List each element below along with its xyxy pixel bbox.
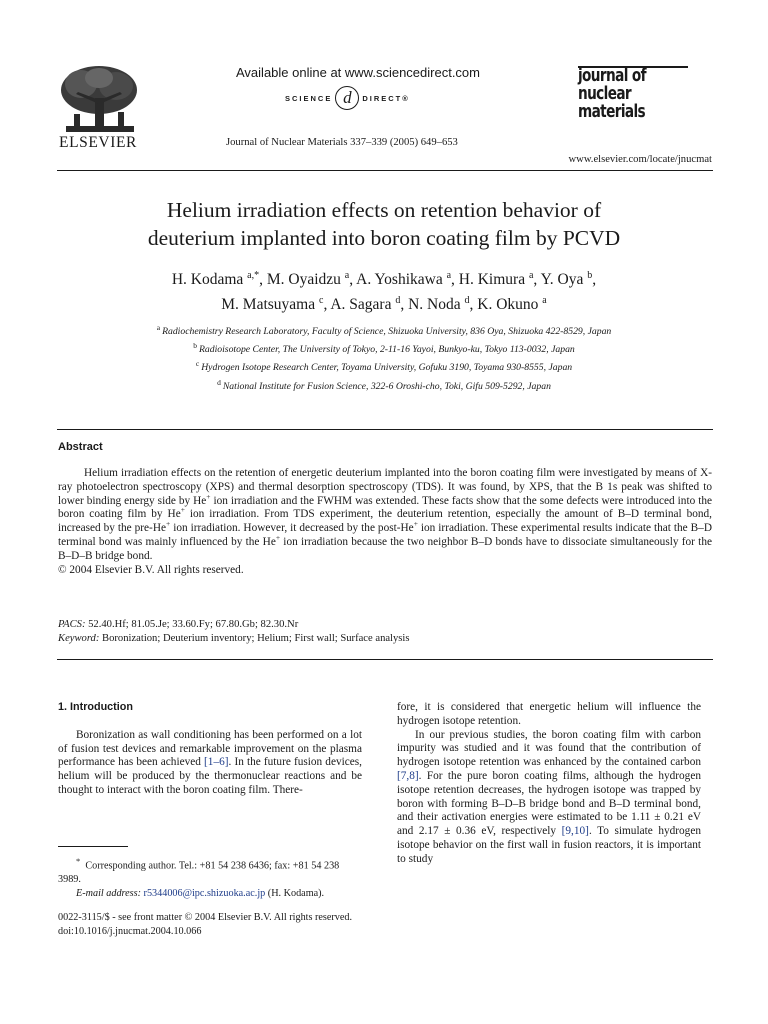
author: H. Kimura $^a$, (458, 270, 541, 289)
publisher-name: ELSEVIER (59, 134, 137, 151)
journal-url[interactable]: www.elsevier.com/locate/jnucmat (568, 154, 712, 165)
affiliation: $^b$ Radioisotope Center, The University of Tokyo, 2-11-16 Yayoi, Bunkyo-ku, Tokyo 113-0032, Japan (193, 341, 575, 356)
citation-link[interactable]: [7,8] (397, 769, 419, 782)
affiliation: $^a$ Radiochemistry Research Laboratory, Faculty of Science, Shizuoka University, 836 Oya, Shizuoka 422-8529, Japan (156, 323, 612, 338)
affiliation-list (40, 321, 728, 394)
journal-logo-line: nuclear (578, 84, 632, 104)
keyword-line: Keyword: Boronization; Deuterium inventory; Helium; First wall; Surface analysis (58, 633, 410, 644)
sd-right-text: DIRECT® (362, 93, 410, 103)
affiliation: $^d$ National Institute for Fusion Science, 322-6 Oroshi-cho, Toki, Gifu 509-5292, Japan (217, 377, 551, 392)
email-note: E-mail address: r5344006@ipc.shizuoka.ac.jp (H. Kodama). (76, 887, 325, 899)
corresponding-author-note: * Corresponding author. Tel.: +81 54 238 6436; fax: +81 54 238 3989. (58, 856, 340, 886)
article-title (40, 196, 728, 252)
citation-link[interactable]: [1–6] (204, 756, 229, 769)
author-line (40, 265, 728, 290)
author: H. Kodama $^{a,*}$, (171, 270, 267, 289)
title-line: deuterium implanted into boron coating film by PCVD (147, 226, 621, 250)
title-line: Helium irradiation effects on retention behavior of (166, 198, 602, 222)
author-list (40, 265, 728, 315)
author: M. Oyaidzu $^a$, (266, 270, 357, 289)
header-divider (57, 170, 713, 171)
issn-line: 0022-3115/$ - see front matter © 2004 Elsevier B.V. All rights reserved. (58, 912, 353, 923)
affiliation: $^c$ Hydrogen Isotope Research Center, Toyama University, Gofuku 3190, Toyama 930-8555, Japan (195, 359, 573, 374)
body-paragraph: In our previous studies, the boron coating film with carbon impurity was studied and it was found that the contribution of hydrogen isotope retention was enhanced by the contained carbon [7,8]. For the pure boron coating films, although the hydrogen isotope retention decreases, the hydrogen isotope was trapped by boron with forming B–D–B bridge bond and B–D terminal bond, and their activation energies were estimated to be 1.11 ± 0.21 eV and 2.17 ± 0.36 eV, respectively [9,10]. To simulate hydrogen isotope behavior on the first wall in fusion reactors, it is important to study (397, 728, 701, 865)
author: M. Matsuyama $^c$, (221, 295, 331, 314)
author-email-link[interactable]: r5344006@ipc.shizuoka.ac.jp (143, 887, 266, 899)
pacs-keywords (58, 618, 712, 646)
pacs-line: PACS: 52.40.Hf; 81.05.Je; 33.60.Fy; 67.80.Gb; 82.30.Nr (58, 619, 299, 630)
journal-logo (578, 67, 690, 121)
body-paragraph: Boronization as wall conditioning has been performed on a lot of fusion test devices and remarkable improvement on the plasma performance has been achieved [1–6]. In the future fusion devices, helium will be produced by the thermonuclear reactions and be thought to interact with the boron coating film. There- (58, 728, 362, 796)
citation-link[interactable]: [9,10] (561, 825, 589, 838)
section-heading: 1. Introduction (58, 701, 133, 713)
abstract-copyright: © 2004 Elsevier B.V. All rights reserved. (58, 563, 244, 576)
sd-at-icon: d (335, 86, 359, 110)
front-matter-meta (58, 911, 352, 939)
abstract-heading: Abstract (58, 441, 103, 453)
journal-citation: Journal of Nuclear Materials 337–339 (2005) 649–653 (226, 137, 458, 148)
corresponding-footnote (58, 855, 362, 901)
sciencedirect-logo (285, 86, 410, 110)
author: N. Noda $^d$, (408, 295, 478, 314)
body-right-column (397, 701, 701, 867)
body-paragraph: fore, it is considered that energetic helium will influence the hydrogen isotope retention. (397, 701, 701, 727)
abstract-paragraph: Helium irradiation effects on the retention of energetic deuterium implanted into the boron coating film were investigated by means of X-ray photoelectron spectroscopy (XPS) and thermal desorption spectroscopy (TDS). It was found, by XPS, that the B 1s peak was shifted to lower binding energy side by He+ ion irradiation and the FWHM was extended. These facts show that the some defects were introduced into the boron coating film by He+ ion irradiation. From TDS experiment, the deuterium retention, especially the amount of B–D terminal bond, increased by the pre-He+ ion irradiation. However, it decreased by the post-He+ ion irradiation. These experimental results indicate that the B–D terminal bond was mainly influenced by the He+ ion irradiation because the two neighbor B–D bonds have to dissociate simultaneously for the B–D–B bridge bond. (58, 467, 713, 562)
body-left-column (58, 701, 362, 798)
abstract-body (58, 467, 712, 577)
author: A. Sagara $^d$, (330, 295, 409, 314)
footnote-rule (58, 846, 128, 847)
sd-left-text: SCIENCE (285, 93, 333, 103)
author: Y. Oya $^b$, (540, 270, 597, 289)
author: A. Yoshikawa $^a$, (356, 270, 459, 289)
doi-line[interactable]: doi:10.1016/j.jnucmat.2004.10.066 (58, 926, 202, 937)
abstract-bottom-rule (57, 659, 713, 660)
journal-logo-line: materials (578, 102, 646, 122)
abstract-top-rule (57, 429, 713, 430)
author: K. Okuno $^a$ (477, 295, 547, 314)
available-online-text: Available online at www.sciencedirect.com (236, 65, 480, 80)
journal-logo-line: journal of (578, 66, 646, 86)
author-line (40, 290, 728, 315)
